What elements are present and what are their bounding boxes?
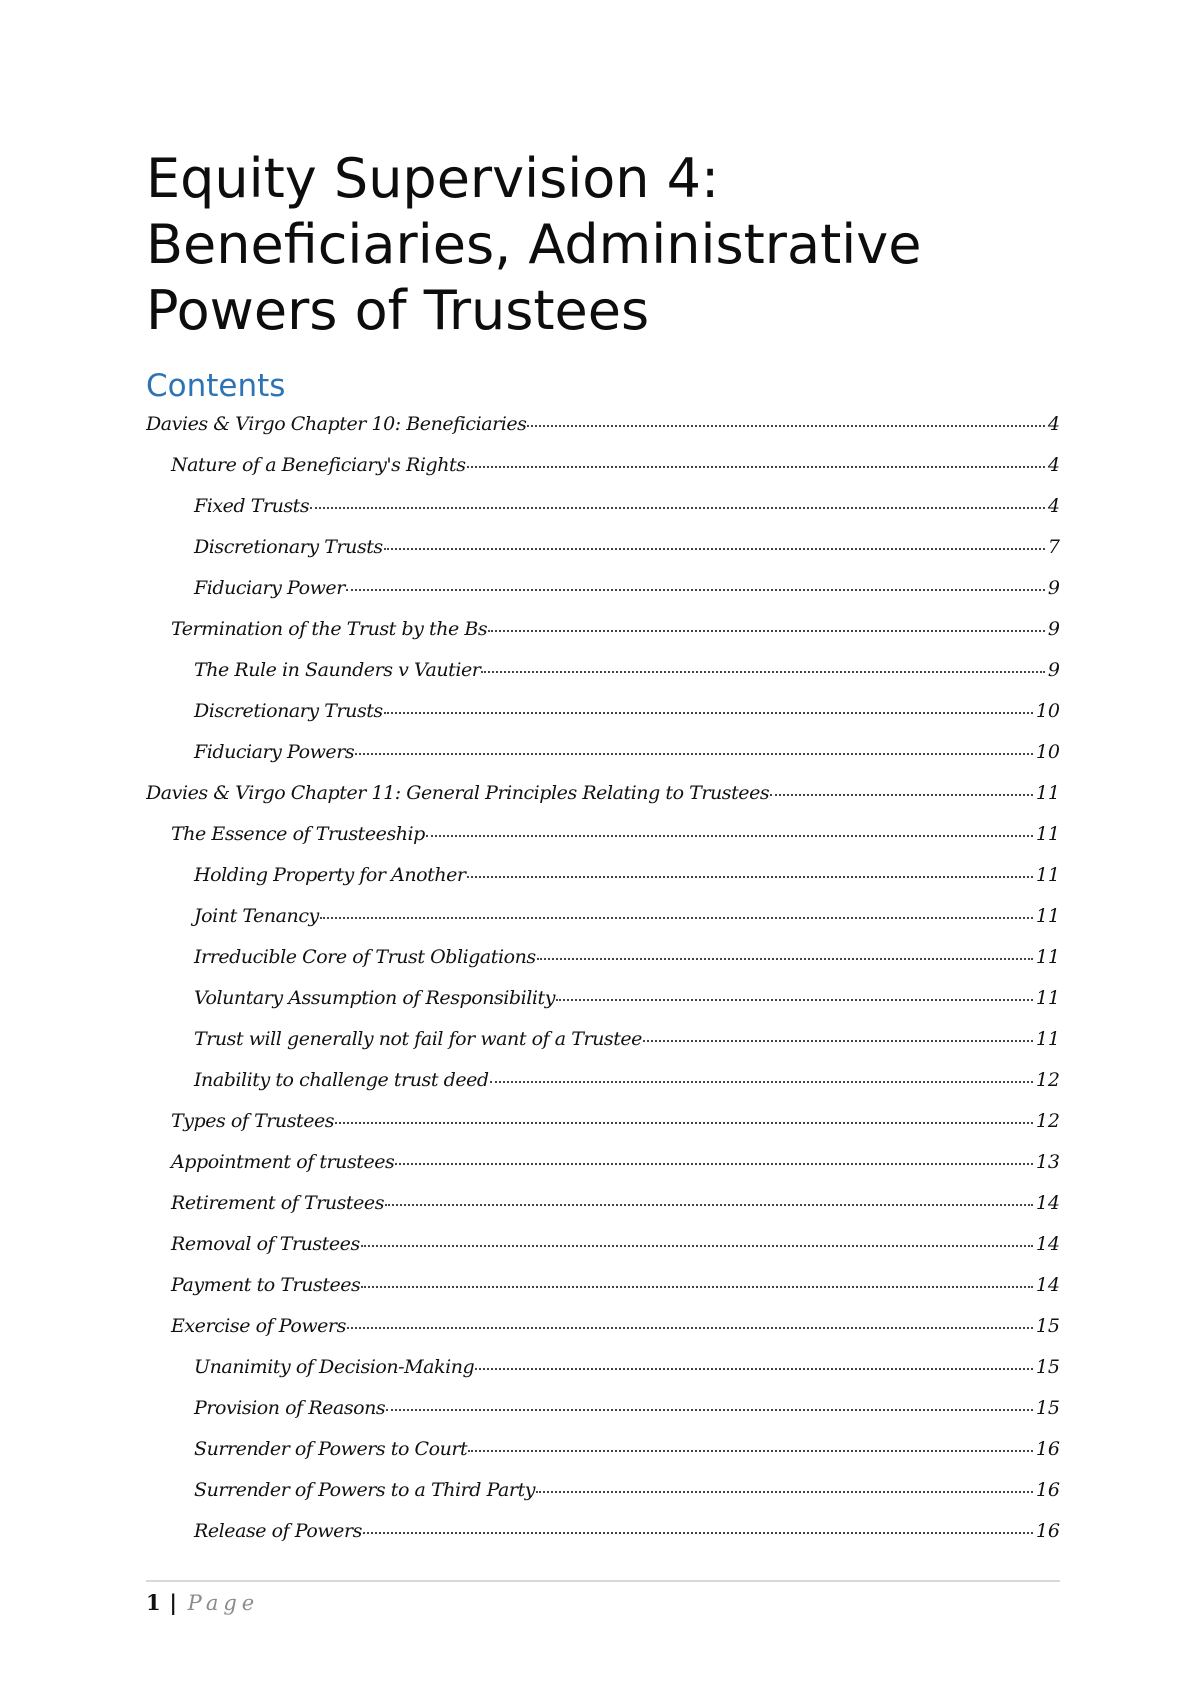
toc-entry-page-number: 4: [1047, 495, 1060, 517]
toc-entry-page-number: 16: [1035, 1520, 1060, 1542]
title-line-2: Beneficiaries, Administrative: [146, 213, 922, 276]
toc-dot-leader: [643, 1039, 1033, 1042]
toc-dot-leader: [320, 916, 1033, 919]
toc-entry-title: Joint Tenancy: [194, 905, 319, 927]
toc-entry-title: Davies & Virgo Chapter 10: Beneficiaries: [146, 413, 527, 435]
toc-entry[interactable]: [146, 937, 1060, 978]
toc-entry-page-number: 9: [1047, 618, 1060, 640]
toc-dot-leader: [426, 834, 1033, 837]
toc-dot-leader: [355, 752, 1033, 755]
toc-dot-leader: [361, 1244, 1033, 1247]
toc-dot-leader: [384, 547, 1045, 550]
toc-dot-leader: [536, 1490, 1033, 1493]
toc-entry-page-number: 16: [1035, 1479, 1060, 1501]
toc-entry-page-number: 7: [1047, 536, 1060, 558]
toc-entry-title: Nature of a Beneficiary's Rights: [171, 454, 466, 476]
toc-entry[interactable]: [146, 1388, 1060, 1429]
toc-entry[interactable]: [146, 1183, 1060, 1224]
toc-entry-title: Holding Property for Another: [194, 864, 466, 886]
title-line-3: Powers of Trustees: [146, 279, 650, 342]
toc-entry-title: Inability to challenge trust deed: [194, 1069, 489, 1091]
toc-dot-leader: [347, 1326, 1033, 1329]
toc-dot-leader: [361, 1285, 1032, 1288]
toc-entry-title: Provision of Reasons: [194, 1397, 386, 1419]
document-title: [146, 146, 1076, 344]
toc-entry[interactable]: [146, 814, 1060, 855]
toc-entry-page-number: 10: [1035, 741, 1060, 763]
toc-entry-title: Appointment of trustees: [171, 1151, 395, 1173]
toc-entry[interactable]: [146, 773, 1060, 814]
toc-entry-page-number: 15: [1035, 1356, 1060, 1378]
toc-dot-leader: [527, 424, 1044, 427]
toc-dot-leader: [346, 588, 1045, 591]
contents-heading: Contents: [146, 368, 286, 404]
toc-dot-leader: [335, 1121, 1033, 1124]
toc-entry-title: Discretionary Trusts: [194, 700, 383, 722]
toc-dot-leader: [468, 1449, 1033, 1452]
toc-entry[interactable]: [146, 1429, 1060, 1470]
toc-entry-page-number: 9: [1047, 659, 1060, 681]
toc-entry-title: Surrender of Powers to Court: [194, 1438, 468, 1460]
toc-entry-page-number: 14: [1035, 1233, 1060, 1255]
toc-entry[interactable]: [146, 527, 1060, 568]
toc-entry-page-number: 14: [1035, 1274, 1060, 1296]
toc-entry-title: Voluntary Assumption of Responsibility: [194, 987, 555, 1009]
toc-entry[interactable]: [146, 732, 1060, 773]
toc-dot-leader: [481, 670, 1045, 673]
toc-dot-leader: [490, 1080, 1033, 1083]
toc-entry-page-number: 11: [1035, 946, 1060, 968]
toc-entry[interactable]: [146, 855, 1060, 896]
toc-entry[interactable]: [146, 1511, 1060, 1552]
toc-entry-title: Davies & Virgo Chapter 11: General Principles Relating to Trustees: [146, 782, 770, 804]
toc-entry[interactable]: [146, 1142, 1060, 1183]
footer-page-label: Page: [187, 1591, 260, 1615]
toc-entry-title: Unanimity of Decision-Making: [194, 1356, 475, 1378]
toc-entry[interactable]: [146, 1347, 1060, 1388]
toc-dot-leader: [475, 1367, 1033, 1370]
toc-dot-leader: [385, 1203, 1033, 1206]
footer-divider: [146, 1580, 1060, 1582]
toc-entry-page-number: 11: [1035, 823, 1060, 845]
toc-entry-page-number: 9: [1047, 577, 1060, 599]
toc-entry-title: Payment to Trustees: [171, 1274, 361, 1296]
toc-dot-leader: [386, 1408, 1033, 1411]
toc-entry-title: The Rule in Saunders v Vautier: [194, 659, 481, 681]
toc-entry[interactable]: [146, 978, 1060, 1019]
table-of-contents: [146, 404, 1060, 1552]
toc-entry-page-number: 11: [1035, 864, 1060, 886]
toc-entry-title: Discretionary Trusts: [194, 536, 383, 558]
footer-separator: |: [169, 1590, 177, 1615]
toc-entry-title: Trust will generally not fail for want of a Trustee: [194, 1028, 642, 1050]
toc-entry-title: Exercise of Powers: [171, 1315, 346, 1337]
toc-entry[interactable]: [146, 896, 1060, 937]
toc-entry[interactable]: [146, 568, 1060, 609]
toc-entry-page-number: 11: [1035, 782, 1060, 804]
toc-entry-page-number: 15: [1035, 1397, 1060, 1419]
footer-page-number: 1: [146, 1590, 161, 1615]
toc-entry-title: Retirement of Trustees: [171, 1192, 384, 1214]
toc-entry[interactable]: [146, 1306, 1060, 1347]
toc-entry-page-number: 10: [1035, 700, 1060, 722]
toc-dot-leader: [467, 465, 1045, 468]
toc-entry-page-number: 11: [1035, 987, 1060, 1009]
toc-entry[interactable]: [146, 445, 1060, 486]
toc-dot-leader: [488, 629, 1045, 632]
toc-dot-leader: [770, 793, 1033, 796]
toc-entry-title: Fixed Trusts: [194, 495, 310, 517]
toc-entry-page-number: 11: [1035, 1028, 1060, 1050]
toc-entry[interactable]: [146, 1265, 1060, 1306]
toc-entry-page-number: 12: [1035, 1110, 1060, 1132]
toc-entry[interactable]: [146, 1470, 1060, 1511]
toc-entry-title: The Essence of Trusteeship: [171, 823, 425, 845]
toc-dot-leader: [537, 957, 1033, 960]
toc-entry-title: Irreducible Core of Trust Obligations: [194, 946, 536, 968]
toc-entry-page-number: 14: [1035, 1192, 1060, 1214]
toc-dot-leader: [395, 1162, 1032, 1165]
title-line-1: Equity Supervision 4:: [146, 147, 720, 210]
toc-entry[interactable]: [146, 1019, 1060, 1060]
toc-entry-title: Surrender of Powers to a Third Party: [194, 1479, 536, 1501]
toc-entry-page-number: 11: [1035, 905, 1060, 927]
toc-dot-leader: [556, 998, 1033, 1001]
toc-entry[interactable]: [146, 691, 1060, 732]
toc-entry-title: Release of Powers: [194, 1520, 362, 1542]
toc-entry-page-number: 16: [1035, 1438, 1060, 1460]
toc-entry[interactable]: [146, 1224, 1060, 1265]
toc-entry[interactable]: [146, 486, 1060, 527]
page-footer: [146, 1588, 259, 1618]
toc-entry-page-number: 13: [1035, 1151, 1060, 1173]
toc-dot-leader: [384, 711, 1033, 714]
toc-entry-title: Removal of Trustees: [171, 1233, 360, 1255]
toc-entry-title: Fiduciary Powers: [194, 741, 355, 763]
toc-entry-page-number: 4: [1047, 454, 1060, 476]
toc-entry-title: Fiduciary Power: [194, 577, 345, 599]
toc-entry-page-number: 4: [1047, 413, 1060, 435]
toc-entry[interactable]: [146, 650, 1060, 691]
toc-entry-title: Termination of the Trust by the Bs: [171, 618, 488, 640]
toc-dot-leader: [363, 1531, 1033, 1534]
toc-dot-leader: [467, 875, 1033, 878]
toc-entry-page-number: 15: [1035, 1315, 1060, 1337]
toc-entry-title: Types of Trustees: [171, 1110, 335, 1132]
toc-entry[interactable]: [146, 404, 1060, 445]
toc-entry[interactable]: [146, 1060, 1060, 1101]
toc-entry[interactable]: [146, 1101, 1060, 1142]
toc-entry[interactable]: [146, 609, 1060, 650]
toc-entry-page-number: 12: [1035, 1069, 1060, 1091]
toc-dot-leader: [310, 506, 1045, 509]
